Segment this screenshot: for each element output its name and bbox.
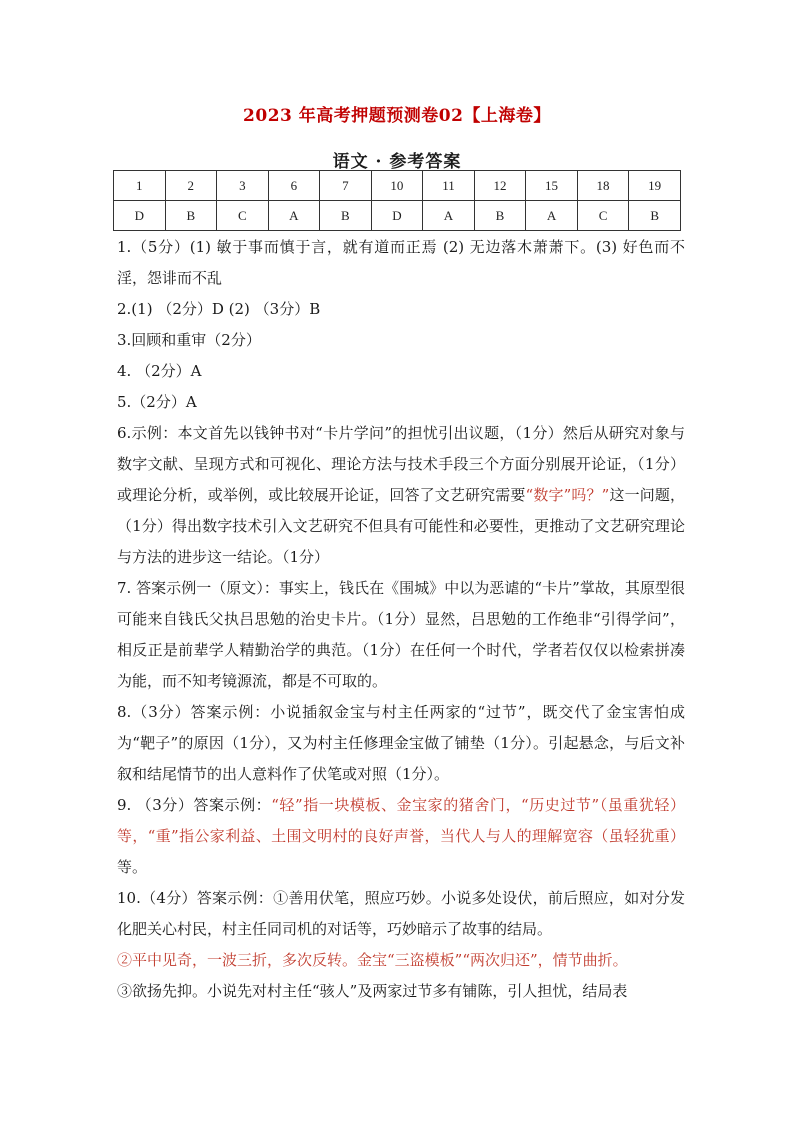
answer-cell: B: [629, 201, 681, 231]
answer-q8: 8.（3分）答案示例：小说插叙金宝与村主任两家的“过节”，既交代了金宝害怕成为“靶子”的原因（1分），又为村主任修理金宝做了铺垫（1分）。引起悬念，与后文补叙和结尾情节的出人意料作了伏笔或对照（1分）。: [117, 703, 685, 783]
answer-q9-end: 等。: [117, 858, 148, 876]
answer-content: [117, 232, 685, 1007]
question-number-cell: 18: [577, 171, 629, 201]
answer-cell: A: [268, 201, 320, 231]
answer-cell: D: [371, 201, 423, 231]
question-number-cell: 3: [217, 171, 269, 201]
page-title: 2023 年高考押题预测卷02【上海卷】: [243, 106, 551, 126]
answer-q10-point-2: ②平中见奇，一波三折，多次反转。金宝“三盗模板”“两次归还”，情节曲折。: [117, 951, 628, 969]
answer-q10: 10.（4分）答案示例：①善用伏笔，照应巧妙。小说多处设伏，前后照应，如对分发化肥关心村民，村主任同司机的对话等，巧妙暗示了故事的结局。: [117, 889, 685, 938]
answer-q9: [117, 790, 685, 883]
question-number-cell: 6: [268, 171, 320, 201]
answer-cell: D: [114, 201, 166, 231]
page-subtitle: 语文 · 参考答案: [332, 152, 462, 172]
answer-q9-highlight: “轻”指一块模板、金宝家的猪舍门，“历史过节”（虽重犹轻）等，“重”指公家利益、土围文明村的良好声誉，当代人与人的理解宽容（虽轻犹重）: [117, 796, 685, 845]
answer-key-table: [113, 170, 681, 231]
answer-q5: 5.（2分）A: [117, 393, 197, 411]
answer-q7: 7. 答案示例一（原文）：事实上，钱氏在《围城》中以为恶谑的“卡片”掌故，其原型很可能来自钱氏父执吕思勉的治史卡片。（1分）显然，吕思勉的工作绝非“引得学问”，相反正是前辈学人精勤治学的典范。（1分）在任何一个时代，学者若仅仅以检索拼凑为能，而不知考镜源流，都是不可取的。: [117, 579, 685, 690]
answer-cell: A: [526, 201, 578, 231]
question-number-cell: 7: [320, 171, 372, 201]
answer-q9-label: 9. （3分）答案示例：: [117, 796, 272, 814]
question-number-cell: 15: [526, 171, 578, 201]
answer-cell: A: [423, 201, 475, 231]
answer-table-answer-row: [114, 201, 681, 231]
answer-q10-point-3: ③欲扬先抑。小说先对村主任“骇人”及两家过节多有铺陈，引人担忧，结局表: [117, 982, 628, 1000]
answer-cell: B: [165, 201, 217, 231]
question-number-cell: 10: [371, 171, 423, 201]
question-number-cell: 11: [423, 171, 475, 201]
answer-cell: B: [474, 201, 526, 231]
answer-q6: [117, 418, 685, 573]
answer-q4: 4. （2分）A: [117, 362, 202, 380]
question-number-cell: 12: [474, 171, 526, 201]
question-number-cell: 1: [114, 171, 166, 201]
question-number-cell: 2: [165, 171, 217, 201]
question-number-cell: 19: [629, 171, 681, 201]
answer-cell: B: [320, 201, 372, 231]
answer-q6-highlight: “数字”吗？”: [525, 486, 610, 504]
answer-q6-text-end: 这一问题，（1分）得出数字技术引入文艺研究不但具有可能性和必要性，更推动了文艺研究理论与方法的进步这一结论。（1分）: [117, 486, 685, 566]
answer-q6-text: 6.示例：本文首先以钱钟书对“卡片学问”的担忧引出议题，（1分）然后从研究对象与数字文献、呈现方式和可视化、理论方法与技术手段三个方面分别展开论证，（1分）或理论分析，或举例，或比较展开论证，回答了文艺研究需要: [117, 424, 685, 504]
answer-q1: 1.（5分）(1) 敏于事而慎于言，就有道而正焉 (2) 无边落木萧萧下。(3) 好色而不淫，怨诽而不乱: [117, 238, 685, 287]
answer-cell: C: [577, 201, 629, 231]
answer-q2: 2.(1) （2分）D (2) （3分）B: [117, 300, 321, 318]
answer-q3: 3.回顾和重审（2分）: [117, 331, 261, 349]
answer-table-number-row: [114, 171, 681, 201]
answer-cell: C: [217, 201, 269, 231]
